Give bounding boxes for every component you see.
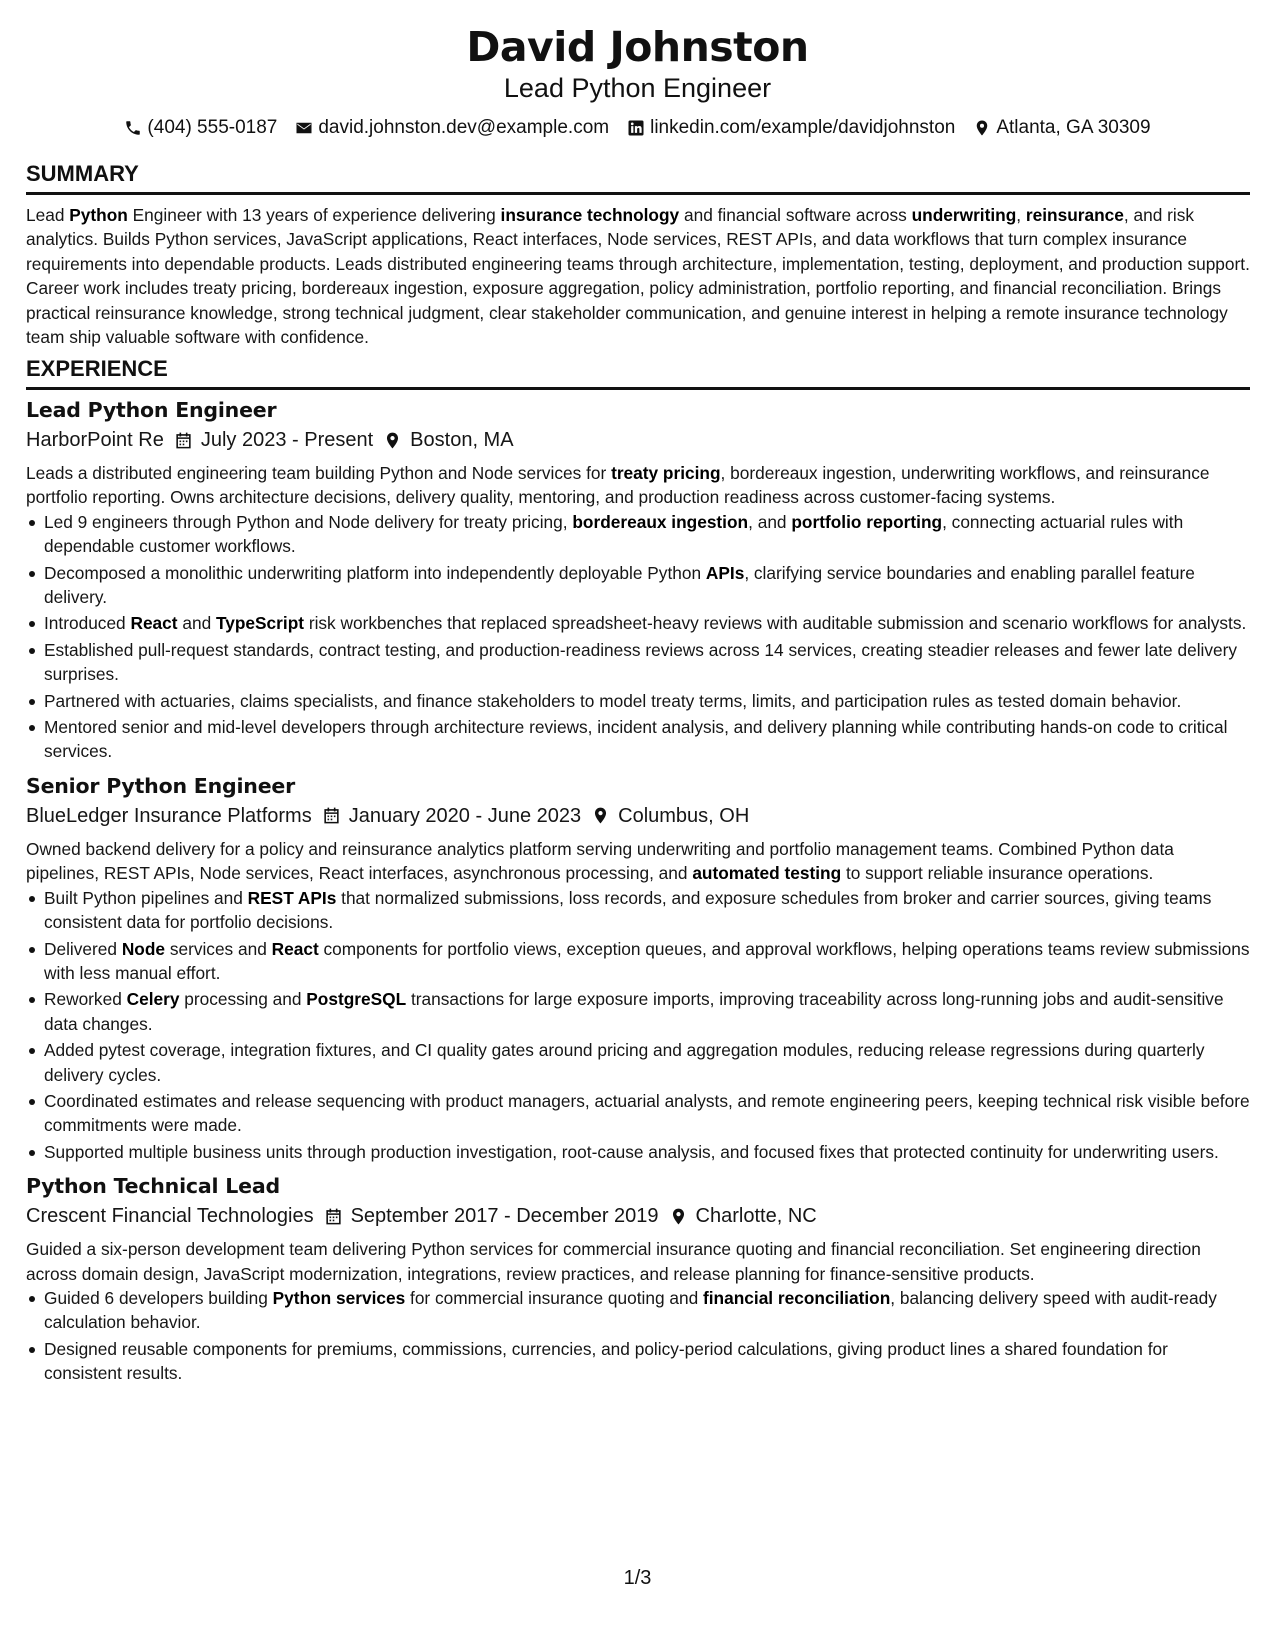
body-text: and financial software across — [679, 205, 912, 225]
body-text: Added pytest coverage, integration fixtures, and CI quality gates around pricing and aggregation modules, reducing release regressions during quarterly delivery cycles. — [44, 1040, 1205, 1085]
job-location-text: Charlotte, NC — [695, 1205, 817, 1228]
job-summary — [26, 461, 1250, 510]
body-text: Mentored senior and mid-level developers through architecture reviews, incident analysis, and delivery planning while contributing hands-on code to critical services. — [44, 717, 1228, 762]
emphasis-text: automated testing — [692, 863, 842, 884]
job-bullets — [26, 510, 1250, 764]
section-divider — [26, 387, 1250, 390]
body-text: services and — [165, 938, 272, 959]
body-text: , clarifying service boundaries and enabling parallel feature delivery. — [44, 562, 1195, 608]
emphasis-text: PostgreSQL — [306, 989, 407, 1010]
job-location-text: Columbus, OH — [618, 804, 750, 827]
map-pin-icon — [669, 1207, 688, 1226]
job-summary — [26, 1237, 1250, 1286]
body-text: Delivered — [44, 938, 122, 959]
contact-location — [973, 116, 1150, 140]
emphasis-text: portfolio reporting — [791, 511, 943, 532]
job-meta — [26, 1203, 1250, 1229]
body-text: and — [177, 613, 216, 634]
body-text: , connecting actuarial rules with dependable customer workflows. — [44, 511, 1184, 557]
body-text: Guided a six-person development team delivering Python services for commercial insurance quoting and financial reconciliation. Set engineering direction across domain design, JavaScript modernization, integrations, review practices, and release planning for finance-sensitive products. — [26, 1239, 1201, 1284]
body-text: transactions for large exposure imports, improving traceability across long-running jobs and audit-sensitive data changes. — [44, 989, 1224, 1034]
emphasis-text: underwriting — [911, 205, 1017, 225]
body-text: Built Python pipelines and — [44, 887, 248, 908]
experience-section — [26, 355, 1250, 1388]
body-text: Leads a distributed engineering team building Python and Node services for — [26, 463, 612, 483]
contact-phone — [124, 116, 277, 140]
body-text: , and risk analytics. Builds Python services, JavaScript applications, React interfaces, Node services, REST APIs, and data workflows that turn complex insurance requirements into dependable products. Leads distributed engineering teams through architecture, implementation, testing, deployment, and production support. Career work includes treaty pricing, bordereaux ingestion, exposure aggregation, policy administration, portfolio reporting, and financial reconciliation. Brings practical reinsurance knowledge, strong technical judgment, clear stakeholder communication, and genuine interest in helping a remote insurance technology team ship valuable software with confidence. — [26, 205, 1250, 348]
emphasis-text: APIs — [705, 562, 745, 583]
emphasis-text: bordereaux ingestion — [572, 511, 749, 532]
contact-linkedin[interactable] — [627, 116, 955, 140]
job-location — [383, 427, 513, 453]
bullet-item — [26, 611, 1250, 635]
bullet-item — [26, 886, 1250, 935]
body-text: Designed reusable components for premiums, commissions, currencies, and policy-period calculations, giving product lines a shared foundation for consistent results. — [44, 1338, 1168, 1384]
body-text: Led 9 engineers through Python and Node delivery for treaty pricing, — [44, 511, 573, 532]
job-title: Lead Python Engineer — [26, 398, 277, 422]
emphasis-text: treaty pricing — [611, 463, 721, 483]
body-text: to support reliable insurance operations. — [841, 863, 1154, 884]
job-company: Crescent Financial Technologies — [26, 1205, 314, 1228]
emphasis-text: reinsurance — [1025, 205, 1124, 225]
job-dates — [324, 1203, 659, 1229]
body-text: , — [1016, 205, 1026, 225]
body-text: Partnered with actuaries, claims specialists, and finance stakeholders to model treaty terms, limits, and participation rules as tested domain behavior. — [44, 690, 1182, 711]
candidate-title: Lead Python Engineer — [503, 73, 772, 103]
body-text: for commercial insurance quoting and — [405, 1287, 703, 1308]
body-text: , and — [748, 511, 792, 532]
bullet-item — [26, 715, 1250, 764]
location-text: Atlanta, GA 30309 — [996, 117, 1151, 138]
body-text: processing and — [179, 989, 307, 1010]
candidate-name: David Johnston — [466, 23, 809, 71]
section-divider — [26, 192, 1250, 195]
bullet-item — [26, 638, 1250, 687]
job-dates-text: July 2023 - Present — [200, 429, 374, 451]
calendar-icon — [322, 806, 341, 825]
job-dates — [322, 803, 581, 829]
job-title: Python Technical Lead — [26, 1174, 280, 1199]
phone-text: (404) 555-0187 — [147, 117, 278, 138]
job-location — [591, 803, 749, 829]
body-text: Established pull-request standards, contract testing, and production-readiness reviews across 14 services, creating steadier releases and fewer late delivery surprises. — [44, 639, 1238, 685]
bullet-item — [26, 987, 1250, 1036]
job-location-text: Boston, MA — [410, 429, 514, 451]
emphasis-text: Celery — [126, 989, 180, 1010]
emphasis-text: TypeScript — [215, 613, 305, 634]
emphasis-text: React — [271, 938, 319, 959]
experience-heading: EXPERIENCE — [26, 356, 168, 381]
emphasis-text: financial reconciliation — [703, 1287, 891, 1308]
body-text: Decomposed a monolithic underwriting platform into independently deployable Python — [44, 562, 706, 583]
job-company: BlueLedger Insurance Platforms — [26, 804, 312, 827]
bullet-item — [26, 937, 1250, 986]
job-summary — [26, 837, 1250, 886]
emphasis-text: Python — [69, 205, 128, 225]
bullet-item — [26, 1337, 1250, 1386]
bullet-item — [26, 1089, 1250, 1138]
bullet-item — [26, 689, 1250, 713]
job-bullets — [26, 886, 1250, 1164]
job-meta — [26, 803, 1250, 829]
body-text: Engineer with 13 years of experience delivering — [127, 205, 501, 225]
job-title: Senior Python Engineer — [26, 773, 296, 798]
summary-heading: SUMMARY — [26, 161, 139, 186]
bullet-item — [26, 510, 1250, 559]
emphasis-text: REST APIs — [247, 887, 337, 908]
job-dates-text: January 2020 - June 2023 — [348, 804, 582, 827]
body-text: risk workbenches that replaced spreadsheet-heavy reviews with auditable submission and scenario workflows for analysts. — [304, 613, 1247, 634]
job-location — [669, 1203, 817, 1229]
body-text: Supported multiple business units through production investigation, root-cause analysis, and focused fixes that protected continuity for underwriting users. — [44, 1141, 1219, 1162]
envelope-icon — [295, 119, 313, 137]
emphasis-text: Node — [121, 938, 166, 959]
emphasis-text: React — [130, 613, 178, 634]
job-company: HarborPoint Re — [26, 429, 164, 451]
job-dates — [174, 427, 373, 453]
emphasis-text: insurance technology — [500, 205, 680, 225]
contact-email[interactable] — [295, 116, 609, 140]
job-entry — [26, 772, 1250, 1164]
summary-section — [26, 160, 1250, 349]
body-text: Owned backend delivery for a policy and reinsurance analytics platform serving underwriting and portfolio management teams. Combined Python data pipelines, REST APIs, Node services, React interfaces, asynchronous processing, and — [26, 838, 1174, 884]
bullet-item — [26, 1140, 1250, 1164]
map-pin-icon — [591, 806, 610, 825]
emphasis-text: Python services — [272, 1287, 406, 1308]
body-text: Coordinated estimates and release sequencing with product managers, actuarial analysts, and remote engineering peers, keeping technical risk visible before commitments were made. — [44, 1090, 1250, 1136]
body-text: Reworked — [44, 989, 127, 1010]
email-text[interactable]: david.johnston.dev@example.com — [318, 117, 610, 138]
linkedin-icon — [627, 119, 645, 137]
body-text: components for portfolio views, exception queues, and approval workflows, helping operations teams review submissions with less manual effort. — [44, 938, 1250, 983]
phone-icon — [124, 119, 142, 137]
job-dates-text: September 2017 - December 2019 — [350, 1205, 659, 1228]
job-entry — [26, 396, 1250, 764]
page-number: 1/3 — [623, 1567, 652, 1589]
job-bullets — [26, 1286, 1250, 1386]
resume-header — [0, 22, 1275, 140]
contact-row — [0, 116, 1275, 140]
body-text: , balancing delivery speed with audit-ready calculation behavior. — [44, 1287, 1217, 1333]
bullet-item — [26, 561, 1250, 610]
body-text: Guided 6 developers building — [44, 1287, 273, 1308]
map-pin-icon — [973, 119, 991, 137]
body-text: , bordereaux ingestion, underwriting workflows, and reinsurance portfolio reporting. Owns architecture decisions, delivery quality, mentoring, and production readiness across customer-facing systems. — [26, 463, 1210, 508]
summary-text — [26, 203, 1250, 349]
body-text: Introduced — [44, 613, 131, 634]
job-meta — [26, 427, 1250, 453]
job-entry — [26, 1172, 1250, 1385]
bullet-item — [26, 1286, 1250, 1335]
bullet-item — [26, 1038, 1250, 1087]
body-text: that normalized submissions, loss records, and exposure schedules from broker and carrier sources, giving teams consistent data for portfolio decisions. — [44, 887, 1212, 933]
calendar-icon — [174, 431, 193, 450]
body-text: Lead — [26, 205, 70, 225]
linkedin-text[interactable]: linkedin.com/example/davidjohnston — [650, 117, 956, 138]
calendar-icon — [324, 1207, 343, 1226]
map-pin-icon — [383, 431, 402, 450]
